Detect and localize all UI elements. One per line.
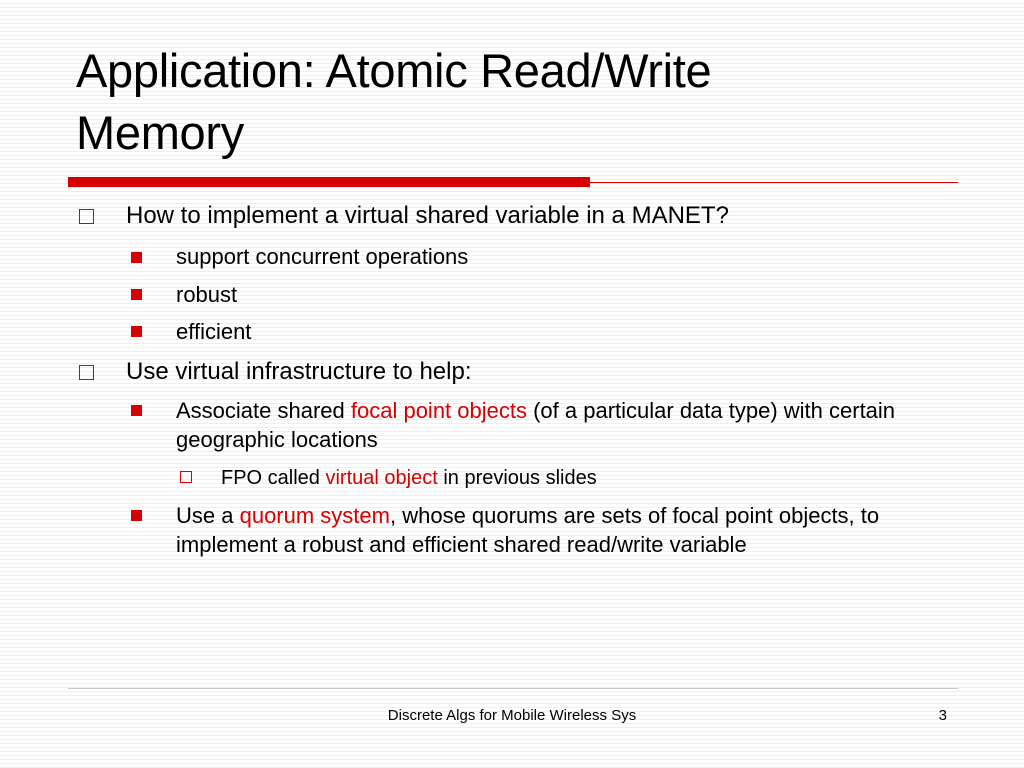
title-line: Application: Atomic Read/Write <box>76 44 712 97</box>
bullet-level2 <box>176 501 956 559</box>
bullet-level3 <box>221 465 941 491</box>
slide-title <box>76 40 956 164</box>
solid-square-icon <box>131 252 142 263</box>
bullet-text: support concurrent operations <box>176 244 469 269</box>
highlight-term: focal point objects <box>350 398 527 423</box>
slide-number: 3 <box>938 707 947 724</box>
bullet-level2 <box>176 317 956 346</box>
solid-square-icon <box>131 326 142 337</box>
bullet-text-post: , whose quorums are sets of focal point objects, to implement a robust and efficient shared read/write variable <box>176 503 880 557</box>
bullet-text-post: in previous slides <box>437 467 597 489</box>
hollow-square-icon <box>79 365 94 380</box>
hollow-square-icon <box>180 471 192 483</box>
bullet-level2 <box>176 396 956 454</box>
solid-square-icon <box>131 289 142 300</box>
bullet-text: efficient <box>176 319 252 344</box>
hollow-square-icon <box>79 209 94 224</box>
footer-text: Discrete Algs for Mobile Wireless Sys <box>387 707 637 724</box>
bullet-level1 <box>126 201 946 231</box>
title-line: Memory <box>76 106 244 159</box>
bullet-level2 <box>176 280 956 309</box>
bullet-text-pre: FPO called <box>221 467 326 489</box>
bullet-text-post: (of a particular data type) with certain geographic locations <box>176 398 896 452</box>
title-underline-thin <box>590 182 958 183</box>
solid-square-icon <box>131 405 142 416</box>
highlight-term: virtual object <box>325 467 438 489</box>
footer-divider <box>68 688 958 689</box>
bullet-text: robust <box>176 282 238 307</box>
solid-square-icon <box>131 510 142 521</box>
bullet-text-pre: Associate shared <box>176 398 351 423</box>
bullet-level1 <box>126 357 946 387</box>
bullet-text-pre: Use a <box>176 503 240 528</box>
bullet-text: Use virtual infrastructure to help: <box>126 358 472 385</box>
highlight-term: quorum system <box>239 503 390 528</box>
bullet-text: How to implement a virtual shared variable in a MANET? <box>126 202 729 229</box>
title-underline-thick <box>68 177 590 187</box>
bullet-level2 <box>176 242 956 271</box>
